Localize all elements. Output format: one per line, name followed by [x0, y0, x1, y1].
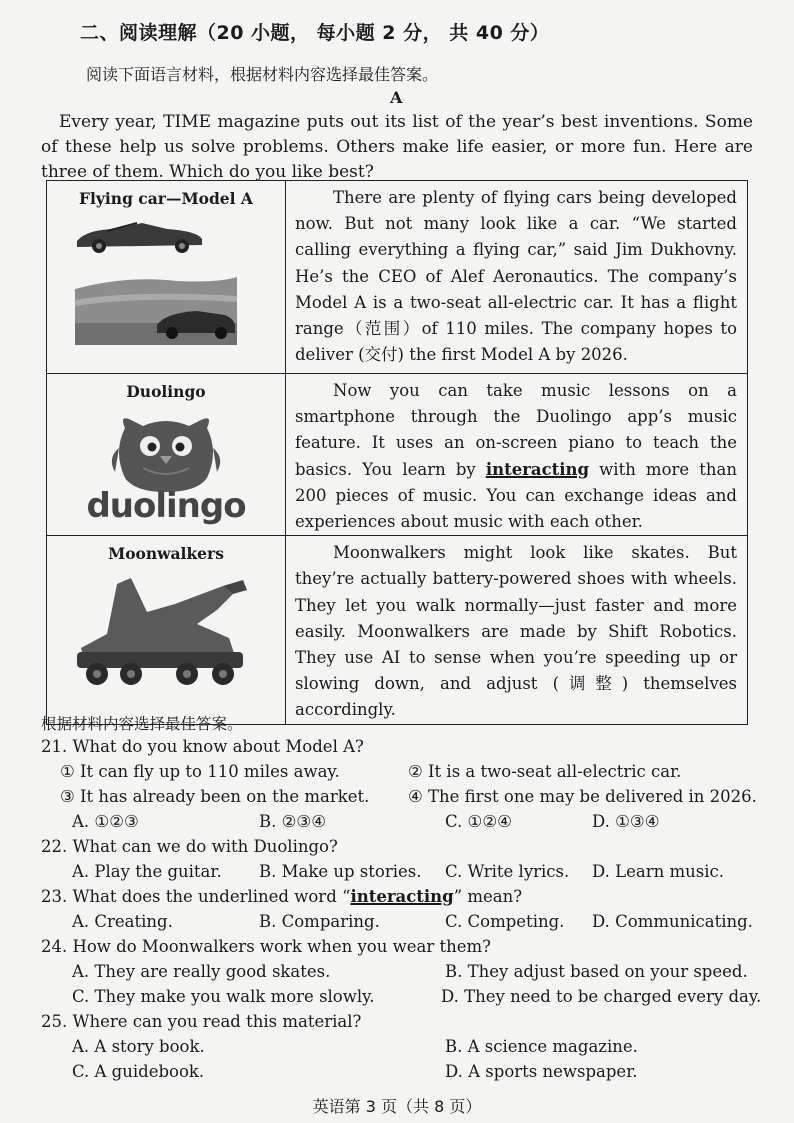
convertible-car-icon	[77, 223, 202, 253]
q23-stem	[41, 887, 522, 906]
q21-option-c[interactable]: C. ①②④	[445, 812, 512, 831]
q24-option-c[interactable]: C. They make you walk more slowly.	[72, 987, 375, 1006]
q23-option-d[interactable]: D. Communicating.	[592, 912, 753, 931]
q23-stem-before: 23. What does the underlined word “	[41, 887, 351, 906]
road-photo-icon	[75, 277, 237, 345]
q22-stem: 22. What can we do with Duolingo?	[41, 837, 338, 856]
q21-stem: 21. What do you know about Model A?	[41, 737, 364, 756]
section-title: 二、阅读理解（20 小题， 每小题 2 分， 共 40 分）	[80, 22, 550, 44]
inventions-table	[46, 180, 748, 725]
q21-statement-3: ③ It has already been on the market.	[60, 787, 370, 806]
q23-stem-after: ” mean?	[453, 887, 523, 906]
q23-option-a[interactable]: A. Creating.	[72, 912, 173, 931]
q21-statement-4: ④ The first one may be delivered in 2026.	[408, 787, 757, 806]
q21-statement-1: ① It can fly up to 110 miles away.	[60, 762, 340, 781]
q21-statement-2: ② It is a two-seat all-electric car.	[408, 762, 682, 781]
moonwalkers-title: Moonwalkers	[108, 544, 224, 564]
table-row-flying-car	[47, 181, 748, 374]
duolingo-description	[286, 374, 748, 536]
q21-option-a[interactable]: A. ①②③	[72, 812, 139, 831]
table-row-moonwalkers	[47, 536, 748, 724]
duolingo-text-before: Now you can take music lessons on a smartphone through the Duolingo app’s music feature. It uses an on-screen piano to teach the basics. You learn by	[295, 381, 737, 479]
q25-stem: 25. Where can you read this material?	[41, 1012, 362, 1031]
underlined-word-interacting: interacting	[485, 459, 590, 479]
table-row-duolingo	[47, 374, 748, 536]
q24-option-d[interactable]: D. They need to be charged every day.	[441, 987, 762, 1006]
q24-option-b[interactable]: B. They adjust based on your speed.	[445, 962, 748, 981]
questions-instruction: 根据材料内容选择最佳答案。	[41, 715, 243, 733]
page-footer: 英语第 3 页（共 8 页）	[312, 1097, 482, 1116]
q24-stem: 24. How do Moonwalkers work when you wear them?	[41, 937, 491, 956]
passage-label: A	[390, 88, 403, 107]
passage-intro: Every year, TIME magazine puts out its list of the year’s best inventions. Some of these help us solve problems. Others make life easier, or more fun. Here are three of them. Which do you like best?	[41, 112, 753, 182]
duolingo-text-after: with more than 200 pieces of music. You can exchange ideas and experiences about music with each other.	[295, 459, 737, 532]
flying-car-title: Flying car—Model A	[79, 189, 253, 208]
q22-option-a[interactable]: A. Play the guitar.	[72, 862, 222, 881]
q24-option-a[interactable]: A. They are really good skates.	[72, 962, 331, 981]
duolingo-title: Duolingo	[126, 382, 206, 401]
flying-car-cell	[47, 181, 286, 374]
q23-option-c[interactable]: C. Competing.	[445, 912, 565, 931]
section-instruction: 阅读下面语言材料，根据材料内容选择最佳答案。	[86, 65, 439, 84]
q25-option-c[interactable]: C. A guidebook.	[72, 1062, 205, 1081]
duolingo-logo-text: duolingo	[86, 486, 246, 526]
q21-option-d[interactable]: D. ①③④	[592, 812, 660, 831]
duolingo-cell	[47, 374, 286, 536]
moonwalkers-shoe-icon	[47, 564, 285, 694]
q21-option-b[interactable]: B. ②③④	[259, 812, 326, 831]
q23-option-b[interactable]: B. Comparing.	[259, 912, 380, 931]
q25-option-b[interactable]: B. A science magazine.	[445, 1037, 638, 1056]
moonwalkers-cell	[47, 536, 286, 724]
moonwalkers-description: Moonwalkers might look like skates. But they’re actually battery-powered shoes with wheels. They let you walk normally—just faster and more easily. Moonwalkers are made by Shift Robotics. They use AI to sense when you’re speeding up or slowing down, and adjust (调整) themselves accordingly.	[286, 536, 748, 724]
flying-car-image	[47, 219, 285, 353]
q22-option-b[interactable]: B. Make up stories.	[259, 862, 422, 881]
flying-car-description: There are plenty of flying cars being developed now. But not many look like a car. “We started calling everything a flying car,” said Jim Dukhovny. He’s the CEO of Alef Aeronautics. The company’s Model A is a two-seat all-electric car. It has a flight range（范围）of 110 miles. The company hopes to deliver (交付) the first Model A by 2026.	[286, 181, 748, 374]
q25-option-a[interactable]: A. A story book.	[72, 1037, 205, 1056]
q22-option-c[interactable]: C. Write lyrics.	[445, 862, 570, 881]
q22-option-d[interactable]: D. Learn music.	[592, 862, 724, 881]
q23-underlined-word: interacting	[350, 887, 454, 906]
q25-option-d[interactable]: D. A sports newspaper.	[445, 1062, 638, 1081]
